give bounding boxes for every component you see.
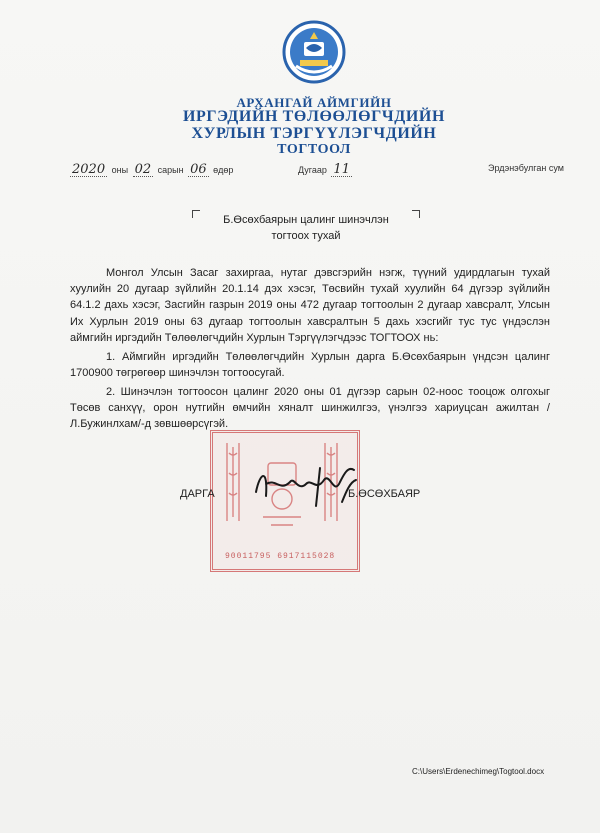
file-path: C:\Users\Erdenechimeg\Togtool.docx [412, 767, 545, 776]
date-month: 02 [134, 162, 152, 177]
document-type: ТОГТООЛ [277, 142, 351, 157]
location: Эрдэнэбулган сум [488, 163, 564, 173]
date-year-label: оны [111, 165, 129, 175]
resolution-item-2: 2. Шинэчлэн тогтоосон цалинг 2020 оны 01 дүгээр сарын 02-ноос тооцож олгохыг Төсөв санхүү, орон нутгийн өмчийн хяналт шинжилгээ, үнэлгээ хариуцсан ажилтан /Л.Бужинлхам/-д зөвшөөрсүгэй. [70, 386, 550, 431]
number-label: Дугаар [298, 165, 327, 175]
resolution-item-1: 1. Аймгийн иргэдийн Төлөөлөгчдийн Хурлын дарга Б.Өсөхбаярын үндсэн цалинг 1700900 төгрөгөөр шинэчлэн тогтоосугай. [70, 351, 550, 380]
header-line-1: АРХАНГАЙ АЙМГИЙН [236, 95, 392, 110]
resolution-title [192, 210, 420, 250]
date-field [70, 163, 235, 177]
date-day-label: өдөр [213, 165, 234, 175]
state-emblem-icon [282, 20, 346, 84]
header-line-2: ИРГЭДИЙН ТӨЛӨӨЛӨГЧДИЙН [182, 108, 445, 125]
signer-title: ДАРГА [180, 488, 215, 500]
title-line-1: Б.Өсөхбаярын цалинг шинэчлэн [223, 214, 389, 226]
stamp-registration-numbers: 90011795 6917115028 [225, 552, 336, 561]
document-number: 11 [333, 162, 350, 177]
date-day: 06 [190, 162, 207, 177]
title-line-2: тогтоох тухай [271, 230, 341, 242]
preamble-paragraph: Монгол Улсын Засаг захиргаа, нутаг дэвсгэрийн нэгж, түүний удирдлагын тухай хуулийн 20 дугаар зүйлийн 20.1.14 дэх хэсэг, Төсвийн тухай хуулийн 64 дүгээр зүйлийн 64.1.2 дахь хэсэг, Засгийн газрын 2019 оны 472 дугаар тогтоолын 2 дугаар хавсралт, Улсын Их Хурлын 2019 оны 63 дугаар тогтоолын хавсралтын 5 дахь хэсгийг тус тус үндэслэн аймгийн иргэдийн Төлөөлөгчдийн Хурлын Тэргүүлэгчдээс ТОГТООХ нь: [70, 267, 550, 344]
date-year: 2020 [72, 162, 106, 177]
document-number-field [296, 163, 352, 177]
signer-name: Б.ӨСӨХБАЯР [348, 488, 421, 500]
handwritten-signature [250, 462, 360, 510]
header-line-3: ХУРЛЫН ТЭРГҮҮЛЭГЧДИЙН [191, 125, 437, 142]
date-month-label: сарын [157, 165, 184, 175]
